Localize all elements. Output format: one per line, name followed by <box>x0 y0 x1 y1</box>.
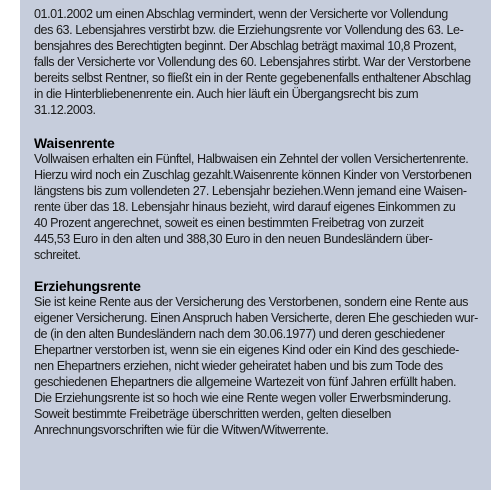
text-line: falls der Versicherte vor Vollendung des 60. Lebensjahres stirbt. War der Verstorbene <box>34 55 471 69</box>
text-line: bereits selbst Rentner, so fließt ein in der Rente gegebenenfalls enthaltener Abschlag <box>34 71 471 85</box>
text-line: 445,53 Euro in den alten und 388,30 Euro in den neuen Bundesländern über- <box>34 232 433 246</box>
text-line: längstens bis zum vollendeten 27. Lebensjahr beziehen.Wenn jemand eine Waisen- <box>34 184 467 198</box>
section-paragraph <box>34 151 481 263</box>
text-line: de (in den alten Bundesländern nach dem 30.06.1977) und deren geschiedener <box>34 327 445 341</box>
text-line: nen Ehepartners erziehen, nicht wieder geheiratet haben und bis zum Tode des <box>34 359 443 373</box>
text-line: schreitet. <box>34 248 81 262</box>
info-box <box>20 0 491 490</box>
text-line: 01.01.2002 um einen Abschlag vermindert, wenn der Versicherte vor Vollendung <box>34 7 448 21</box>
section-heading: Waisenrente <box>34 135 115 151</box>
text-line: Vollwaisen erhalten ein Fünftel, Halbwaisen ein Zehntel der vollen Versichertenrente. <box>34 152 469 166</box>
intro-paragraph <box>34 6 481 118</box>
text-line: in die Hinterbliebenenrente ein. Auch hier läuft ein Übergangsrecht bis zum <box>34 87 419 101</box>
text-line: Hierzu wird noch ein Zuschlag gezahlt.Waisenrente können Kinder von Verstorbenen <box>34 168 472 182</box>
section-waisenrente <box>34 135 481 263</box>
text-line: Ehepartner verstorben ist, wenn sie ein eigenes Kind oder ein Kind des geschiede- <box>34 343 459 357</box>
text-line: des 63. Lebensjahres verstirbt bzw. die Erziehungsrente vor Vollendung des 63. Le- <box>34 23 464 37</box>
text-line: Die Erziehungsrente ist so hoch wie eine Rente wegen voller Erwerbsminderung. <box>34 391 451 405</box>
text-line: Anrechnungsvorschriften wie für die Witwen/Witwerrente. <box>34 423 329 437</box>
text-line: Sie ist keine Rente aus der Versicherung des Verstorbenen, sondern eine Rente aus <box>34 295 469 309</box>
text-line: rente über das 18. Lebensjahr hinaus bezieht, wird darauf eigenes Einkommen zu <box>34 200 456 214</box>
text-line: 40 Prozent angerechnet, soweit es einen bestimmten Freibetrag von zurzeit <box>34 216 424 230</box>
text-line: Soweit bestimmte Freibeträge überschritten werden, gelten dieselben <box>34 407 391 421</box>
text-line: geschiedenen Ehepartners die allgemeine Wartezeit von fünf Jahren erfüllt haben. <box>34 375 457 389</box>
section-paragraph <box>34 294 481 438</box>
section-heading: Erziehungsrente <box>34 278 141 294</box>
text-line: eigener Versicherung. Einen Anspruch haben Versicherte, deren Ehe geschieden wur- <box>34 311 478 325</box>
section-erziehungsrente <box>34 278 481 438</box>
text-line: 31.12.2003. <box>34 103 96 117</box>
text-line: bensjahres des Berechtigten beginnt. Der Abschlag beträgt maximal 10,8 Prozent, <box>34 39 457 53</box>
